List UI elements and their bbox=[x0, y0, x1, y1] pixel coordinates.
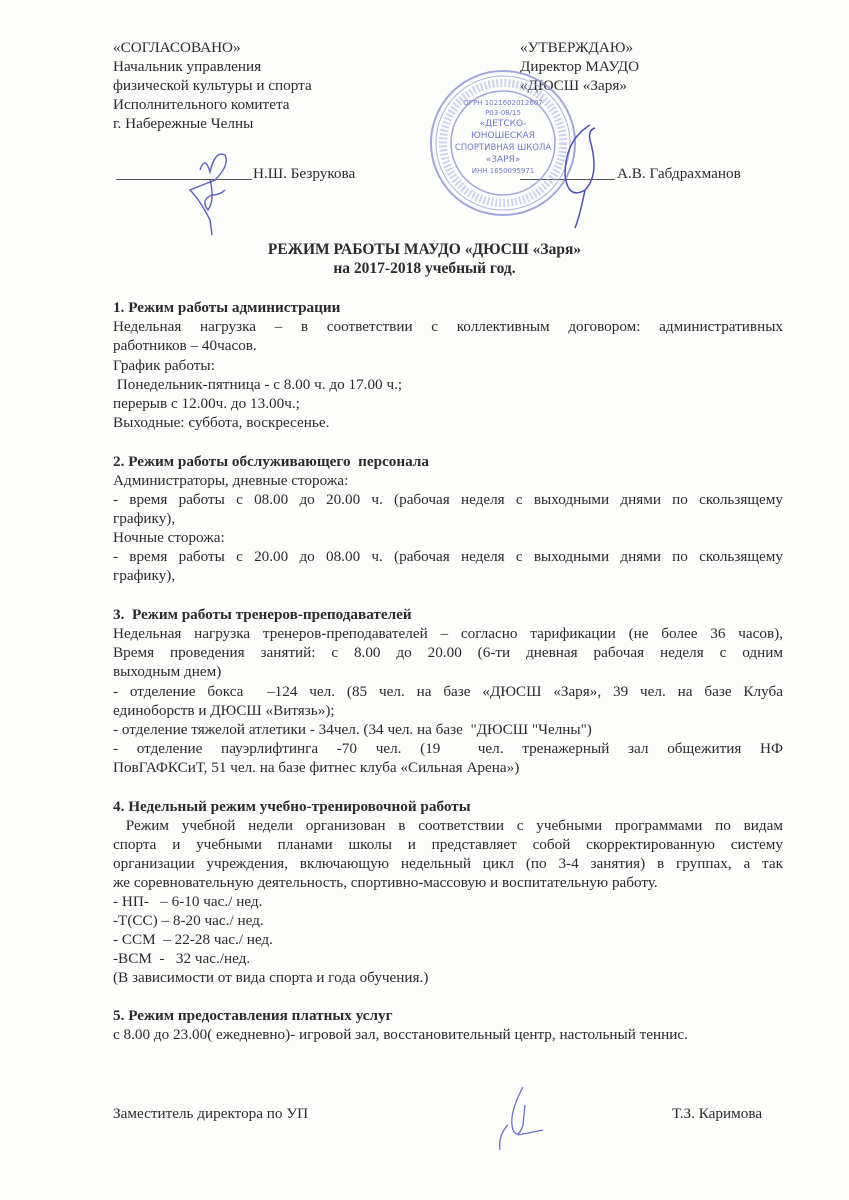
section-line: Ночные сторожа: bbox=[113, 529, 225, 546]
section-line: выходным днем) bbox=[113, 663, 222, 680]
section-line: же соревновательную деятельность, спортивно-массовую и воспитательную работу. bbox=[113, 874, 658, 891]
section-line: Выходные: суббота, воскресенье. bbox=[113, 414, 330, 431]
signature-right-icon bbox=[560, 120, 620, 230]
section-line: - время работы с 20.00 до 08.00 ч. (рабочая неделя с выходными днями по скользящему bbox=[113, 548, 783, 565]
approval-left-line: г. Набережные Челны bbox=[113, 115, 254, 132]
approval-left-heading: «СОГЛАСОВАНО» bbox=[113, 39, 241, 56]
signature-left-icon bbox=[170, 140, 250, 240]
stamp-ogrn: ОГРН 1021602012607 bbox=[463, 99, 543, 107]
approval-left-line: Исполнительного комитета bbox=[113, 96, 290, 113]
section-line: - НП- – 6-10 час./ нед. bbox=[113, 893, 263, 910]
section-line: спорта и учебными планами школы и представляет собой скорректированную систему bbox=[113, 836, 783, 853]
official-stamp bbox=[428, 68, 578, 218]
section-line: - отделение тяжелой атлетики - 34чел. (34 чел. на базе "ДЮСШ "Челны") bbox=[113, 721, 592, 738]
section-line: -ВСМ - 32 час./нед. bbox=[113, 950, 251, 967]
stamp-line: «ДЕТСКО- bbox=[479, 119, 527, 129]
section-line: с 8.00 до 23.00( ежедневно)- игровой зал, восстановительный центр, настольный теннис. bbox=[113, 1026, 688, 1043]
section-line: График работы: bbox=[113, 357, 215, 374]
section-line: Недельная нагрузка тренеров-преподавателей – согласно тарификации (не более 36 часов), bbox=[113, 625, 783, 642]
approval-left-line: Начальник управления bbox=[113, 58, 262, 75]
section-line: ПовГАФКСиТ, 51 чел. на базе фитнес клуба «Сильная Арена») bbox=[113, 759, 520, 776]
section-line: - время работы с 08.00 до 20.00 ч. (рабочая неделя с выходными днями по скользящему bbox=[113, 491, 783, 508]
stamp-line: ЮНОШЕСКАЯ bbox=[471, 131, 535, 141]
stamp-reg: Р03-08/15 bbox=[485, 109, 521, 117]
signature-footer-icon bbox=[488, 1085, 558, 1155]
footer-signatory: Т.З. Каримова bbox=[672, 1105, 763, 1122]
footer-position: Заместитель директора по УП bbox=[113, 1105, 309, 1122]
approval-left-signatory: Н.Ш. Безрукова bbox=[253, 165, 356, 182]
approval-right-line: Директор МАУДО bbox=[520, 58, 640, 75]
approval-right-line: «ДЮСШ «Заря» bbox=[520, 77, 627, 94]
section-line: Администраторы, дневные сторожа: bbox=[113, 472, 349, 489]
stamp-line: СПОРТИВНАЯ ШКОЛА bbox=[454, 143, 552, 153]
section-line: - отделение бокса –124 чел. (85 чел. на базе «ДЮСШ «Заря», 39 чел. на базе Клуба bbox=[113, 683, 783, 700]
section-line: графику), bbox=[113, 567, 176, 584]
section-line: - отделение пауэрлифтинга -70 чел. (19 чел. тренажерный зал общежития НФ bbox=[113, 740, 783, 757]
section-heading: 2. Режим работы обслуживающего персонала bbox=[113, 453, 429, 470]
section-line: графику), bbox=[113, 510, 176, 527]
section-heading: 4. Недельный режим учебно-тренировочной работы bbox=[113, 798, 471, 815]
approval-right-heading: «УТВЕРЖДАЮ» bbox=[520, 39, 634, 56]
section-line: организации учреждения, включающую недельный цикл (по 3-4 занятия) в группах, а так bbox=[113, 855, 783, 872]
section-line: Понедельник-пятница - с 8.00 ч. до 17.00 ч.; bbox=[113, 376, 403, 393]
stamp-inn: ИНН 1650095971 bbox=[471, 167, 535, 175]
section-line: (В зависимости от вида спорта и года обучения.) bbox=[113, 969, 429, 986]
section-heading: 1. Режим работы администрации bbox=[113, 299, 341, 316]
section-line: -Т(СС) – 8-20 час./ нед. bbox=[113, 912, 264, 929]
approval-right-signatory: А.В. Габдрахманов bbox=[617, 165, 741, 182]
section-line: Время проведения занятий: с 8.00 до 20.00 (6-ти дневная рабочая неделя с одним bbox=[113, 644, 783, 661]
section-heading: 5. Режим предоставления платных услуг bbox=[113, 1007, 393, 1024]
section-line: работников – 40часов. bbox=[113, 337, 257, 354]
document-title: РЕЖИМ РАБОТЫ МАУДО «ДЮСШ «Заря» bbox=[267, 241, 582, 258]
section-line: Режим учебной недели организован в соответствии с учебными программами по видам bbox=[113, 817, 783, 834]
stamp-line: «ЗАРЯ» bbox=[485, 155, 521, 165]
document-subtitle: на 2017-2018 учебный год. bbox=[333, 260, 516, 277]
section-line: Недельная нагрузка – в соответствии с коллективным договором: административных bbox=[113, 318, 783, 335]
section-line: перерыв с 12.00ч. до 13.00ч.; bbox=[113, 395, 300, 412]
section-heading: 3. Режим работы тренеров-преподавателей bbox=[113, 606, 412, 623]
approval-left-line: физической культуры и спорта bbox=[113, 77, 312, 94]
section-line: - ССМ – 22-28 час./ нед. bbox=[113, 931, 273, 948]
section-line: единоборств и ДЮСШ «Витязь»); bbox=[113, 702, 335, 719]
